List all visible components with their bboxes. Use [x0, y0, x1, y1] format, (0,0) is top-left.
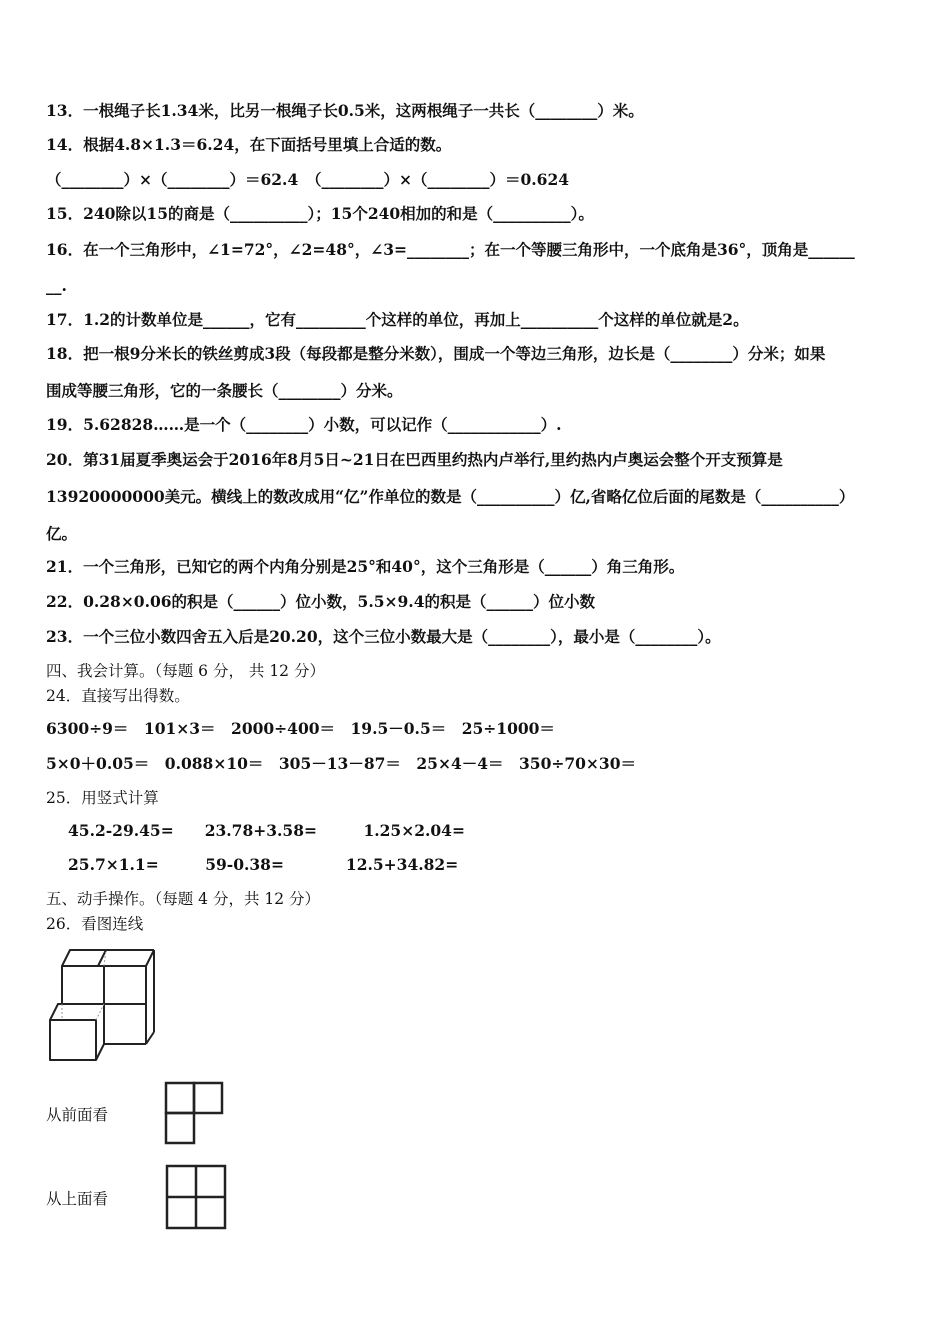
question-20: 20．第31届夏季奥运会于2016年8月5日~21日在巴西里约热内卢举行,里约热内卢奥运会整个开支预算是	[46, 450, 783, 469]
question-23: 23．一个三位小数四舍五入后是20.20，这个三位小数最大是（________），最小是（________）。	[46, 627, 721, 646]
question-24-row-2: 5×0＋0.05＝ 0.088×10＝ 305－13－87＝ 25×4－4＝ 350÷70×30＝	[46, 754, 636, 773]
question-17: 17．1.2的计数单位是______，它有_________个这样的单位，再加上__________个这样的单位就是2。	[46, 310, 749, 329]
question-16: 16．在一个三角形中，∠1=72°，∠2=48°，∠3=________；在一个等腰三角形中，一个底角是36°，顶角是______	[46, 240, 855, 259]
question-21: 21．一个三角形，已知它的两个内角分别是25°和40°，这个三角形是（______）角三角形。	[46, 557, 685, 576]
question-16-continued: __.	[46, 276, 67, 295]
question-13: 13．一根绳子长1.34米，比另一根绳子长0.5米，这两根绳子一共长（________）米。	[46, 101, 644, 120]
question-14-blanks: （________）×（________）＝62.4 （________）×（________）＝0.624	[46, 170, 570, 189]
question-25-row-2: 25.7×1.1= 59-0.38= 12.5+34.82=	[68, 855, 459, 874]
section-4-title: 四、我会计算。（每题 6 分， 共 12 分）	[46, 662, 325, 680]
question-26: 26．看图连线	[46, 915, 144, 933]
question-24-row-1: 6300÷9＝ 101×3＝ 2000÷400＝ 19.5－0.5＝ 25÷1000＝	[46, 719, 555, 738]
question-20-end: 亿。	[46, 524, 78, 543]
section-5-title: 五、动手操作。（每题 4 分，共 12 分）	[46, 890, 321, 908]
question-20-continued: 13920000000美元。横线上的数改成用“亿”作单位的数是（__________）亿,省略亿位后面的尾数是（__________）	[46, 487, 855, 506]
question-25: 25．用竖式计算	[46, 789, 159, 807]
question-18-continued: 围成等腰三角形，它的一条腰长（________）分米。	[46, 381, 403, 400]
question-18: 18．把一根9分米长的铁丝剪成3段（每段都是整分米数），围成一个等边三角形，边长是（________）分米；如果	[46, 344, 826, 363]
question-14-prompt: 14．根据4.8×1.3＝6.24，在下面括号里填上合适的数。	[46, 135, 452, 154]
question-24: 24．直接写出得数。	[46, 687, 190, 705]
front-view-option	[163, 1080, 225, 1146]
top-view-label: 从上面看	[46, 1190, 109, 1208]
top-view-option	[164, 1163, 228, 1231]
question-22: 22．0.28×0.06的积是（______）位小数，5.5×9.4的积是（______）位小数	[46, 592, 595, 611]
question-25-row-1: 45.2-29.45= 23.78+3.58= 1.25×2.04=	[68, 821, 465, 840]
front-view-label: 从前面看	[46, 1106, 109, 1124]
question-19: 19．5.62828……是一个（________）小数，可以记作（____________）.	[46, 415, 562, 434]
cube-stack-figure	[46, 946, 158, 1064]
question-15: 15．240除以15的商是（__________）；15个240相加的和是（__________）。	[46, 204, 594, 223]
